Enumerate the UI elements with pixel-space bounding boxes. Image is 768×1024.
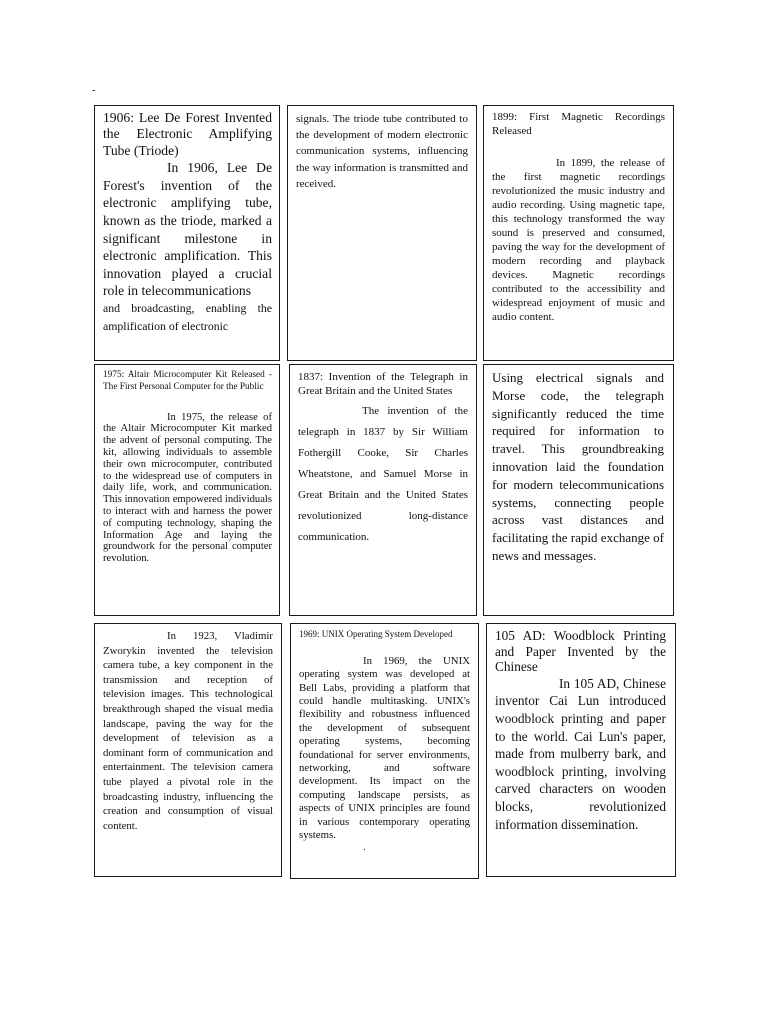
timeline-card-1969-unix [290, 623, 479, 879]
card-title: 1837: Invention of the Telegraph in Great Britain and the United States [298, 371, 468, 397]
timeline-card-telegraph-continued [483, 364, 674, 616]
card-body: In 1969, the UNIX operating system was developed at Bell Labs, providing a platform that could handle multitasking. UNIX's flexibility and robustness influenced the development of subsequent operating systems, becoming foundational for server environments, networking, and software development. Its impact on the computing landscape persists, as aspects of UNIX principles are found in various contemporary operating systems. [299, 654, 470, 842]
timeline-card-triode-continued [287, 105, 477, 361]
card-body: In 1906, Lee De Forest's invention of the electronic amplifying tube, known as the triode, marked a significant milestone in electronic amplification. This innovation played a crucial role in telecommunications [103, 160, 272, 299]
trailing-mark: . [363, 842, 366, 853]
timeline-card-1906-triode [94, 105, 280, 361]
card-title: 1899: First Magnetic Recordings Released [492, 111, 665, 137]
timeline-card-1899-magnetic-recordings [483, 105, 674, 361]
card-body: In 105 AD, Chinese inventor Cai Lun introduced woodblock printing and paper to the world. Cai Lun's paper, made from mulberry bark, and woodblock printing, involving carved characters on wooden blocks, revolutionized information dissemination. [495, 675, 666, 832]
card-title: 1906: Lee De Forest Invented the Electronic Amplifying Tube (Triode) [103, 110, 272, 158]
card-body: In 1923, Vladimir Zworykin invented the television camera tube, a key component in the transmission and reception of television images. This technological breakthrough shaped the visual media landscape, paving the way for the development of television as a dominant form of communication and entertainment. The television camera tube played a pivotal role in the broadcasting industry, influencing the creation and consumption of visual content. [103, 630, 273, 832]
card-body: Using electrical signals and Morse code, the telegraph significantly reduced the time required for information to travel. This groundbreaking innovation laid the foundation for modern telecommunications systems, connecting people across vast distances and facilitating the rapid exchange of news and messages. [492, 370, 664, 563]
card-body: In 1975, the release of the Altair Microcomputer Kit marked the advent of personal computing. The kit, allowing individuals to assemble their own microcomputer, contributed to the widespread use of computers in daily life, work, and communication. This innovation empowered individuals to interact with and harness the power of computing technology, shaping the Information Age and laying the groundwork for the personal computer revolution. [103, 411, 272, 565]
card-body: signals. The triode tube contributed to the development of modern electronic communication systems, influencing the way information is transmitted and received. [296, 113, 468, 190]
timeline-card-1975-altair [94, 364, 280, 616]
timeline-card-105ad-woodblock-paper [486, 623, 676, 877]
card-title: 1969: UNIX Operating System Developed [299, 629, 453, 639]
card-title: 1975: Altair Microcomputer Kit Released - The First Personal Computer for the Public [103, 370, 272, 392]
page-mark: - [92, 85, 96, 96]
timeline-card-1837-telegraph [289, 364, 477, 616]
card-body-continued: and broadcasting, enabling the amplification of electronic [103, 300, 272, 333]
timeline-card-1923-television [94, 623, 282, 877]
card-body: In 1899, the release of the first magnetic recordings revolutionized the music industry and audio recording. Using magnetic tape, this technology transformed the way sound is preserved and consumed, paving the way for the development of modern recording and playback devices. Magnetic recordings contributed to the accessibility and widespread enjoyment of music and audio content. [492, 157, 665, 324]
card-title: 105 AD: Woodblock Printing and Paper Invented by the Chinese [495, 628, 666, 675]
card-body: The invention of the telegraph in 1837 by Sir William Fothergill Cooke, Sir Charles Wheatstone, and Samuel Morse in Great Britain and the United States revolutionized long-distance communication. [298, 405, 468, 543]
